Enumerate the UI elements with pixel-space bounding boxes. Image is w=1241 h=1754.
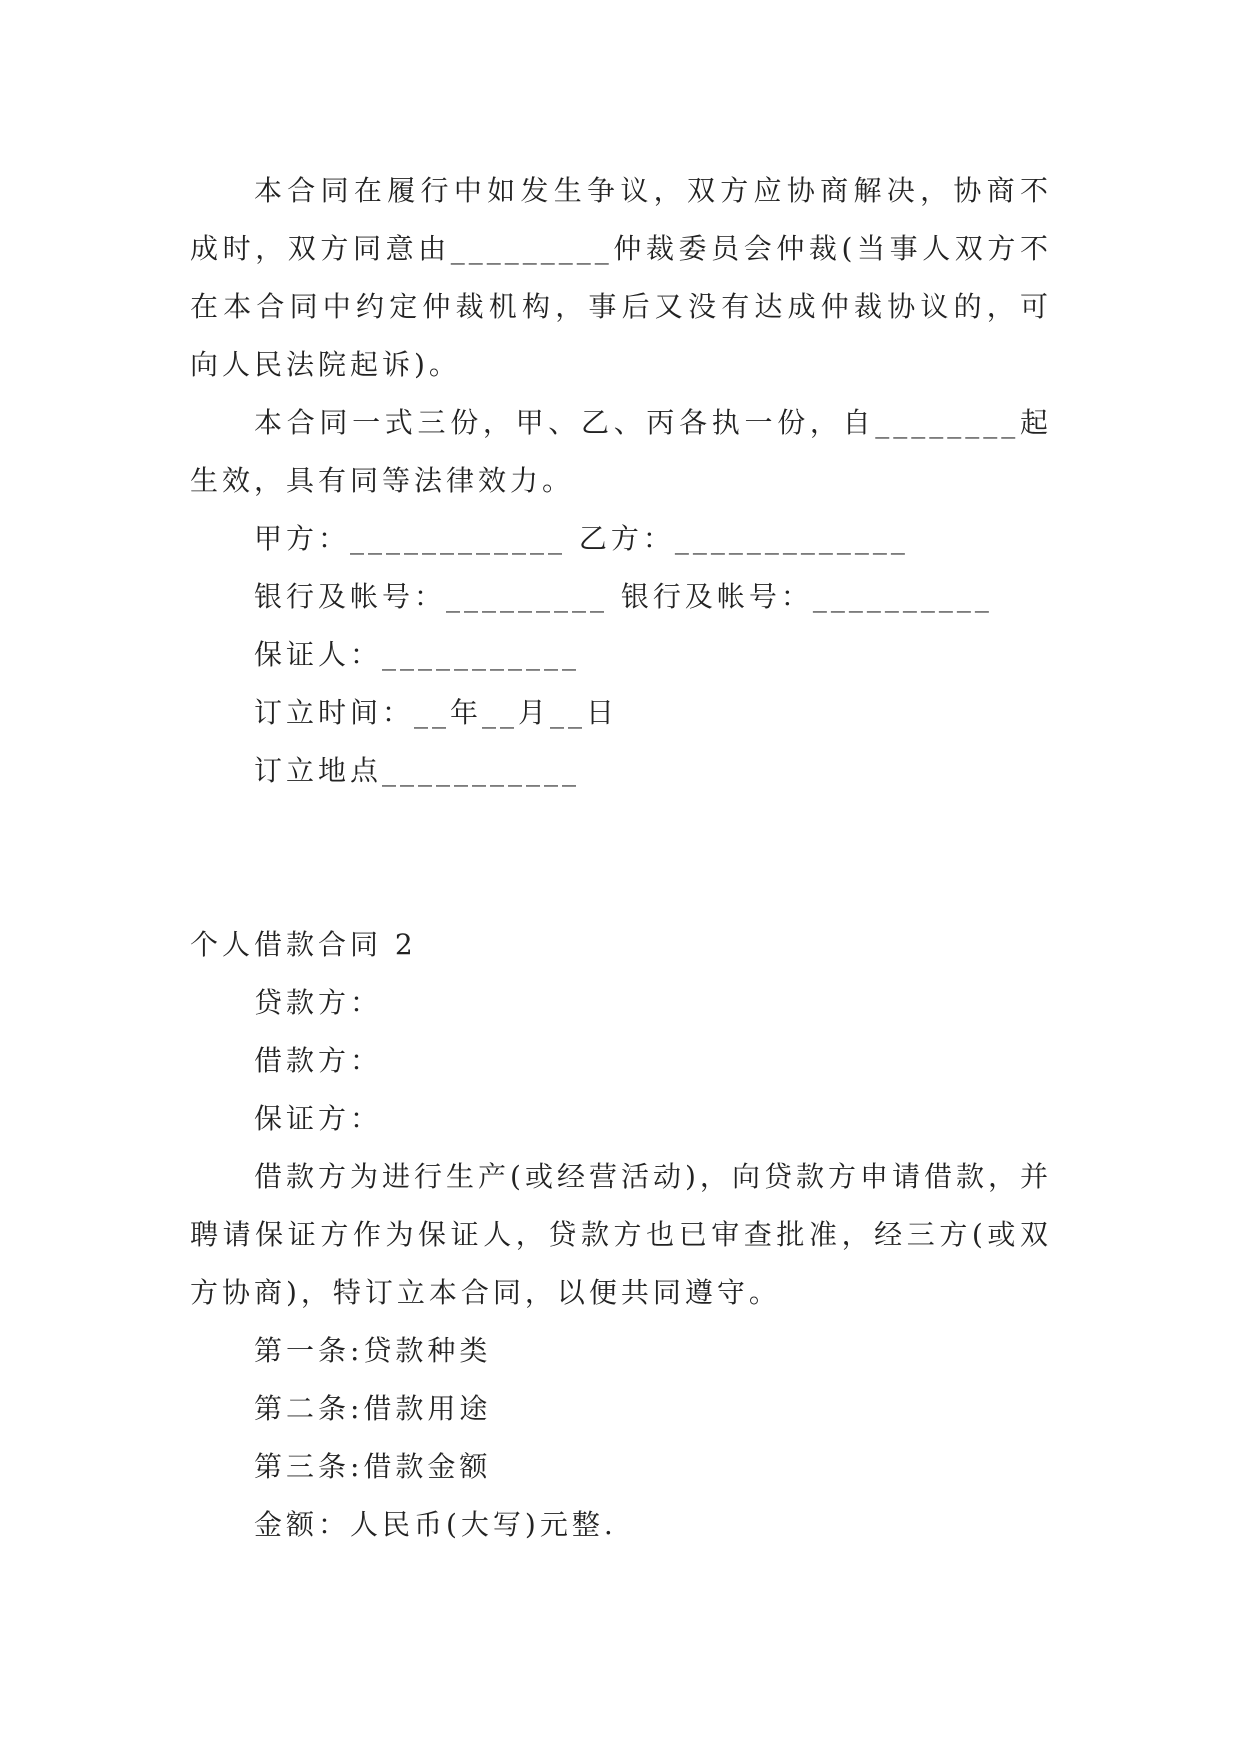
guarantor-field: 保证方：	[254, 1102, 383, 1135]
guarantor-signature-line: 保证人：___________	[254, 638, 581, 671]
article-2-heading: 第二条:借款用途	[254, 1392, 492, 1425]
document-body	[190, 162, 1052, 1554]
intro-paragraph: 借款方为进行生产(或经营活动)，向贷款方申请借款，并聘请保证方作为保证人，贷款方也已审查批准，经三方(或双方协商)，特订立本合同，以便共同遵守。	[190, 1160, 1052, 1309]
section-spacer	[190, 800, 1052, 916]
contract-title: 个人借款合同 2	[190, 928, 417, 961]
bank-account-line: 银行及帐号：_________ 银行及帐号：__________	[254, 580, 993, 613]
borrower-field: 借款方：	[254, 1044, 383, 1077]
dispute-clause-paragraph: 本合同在履行中如发生争议，双方应协商解决，协商不成时，双方同意由_________仲裁委员会仲裁(当事人双方不在本合同中约定仲裁机构，事后又没有达成仲裁协议的，可向人民法院起诉)。	[190, 174, 1052, 381]
article-1-heading: 第一条:贷款种类	[254, 1334, 492, 1367]
signing-place-line: 订立地点___________	[254, 754, 581, 787]
article-3-heading: 第三条:借款金额	[254, 1450, 492, 1483]
copies-clause-paragraph: 本合同一式三份，甲、乙、丙各执一份，自________起生效，具有同等法律效力。	[190, 406, 1052, 497]
parties-signature-line: 甲方：____________ 乙方：_____________	[254, 522, 909, 555]
amount-line: 金额：人民币(大写)元整.	[254, 1508, 617, 1541]
signing-date-line: 订立时间：__年__月__日	[254, 696, 619, 729]
lender-field: 贷款方：	[254, 986, 383, 1019]
